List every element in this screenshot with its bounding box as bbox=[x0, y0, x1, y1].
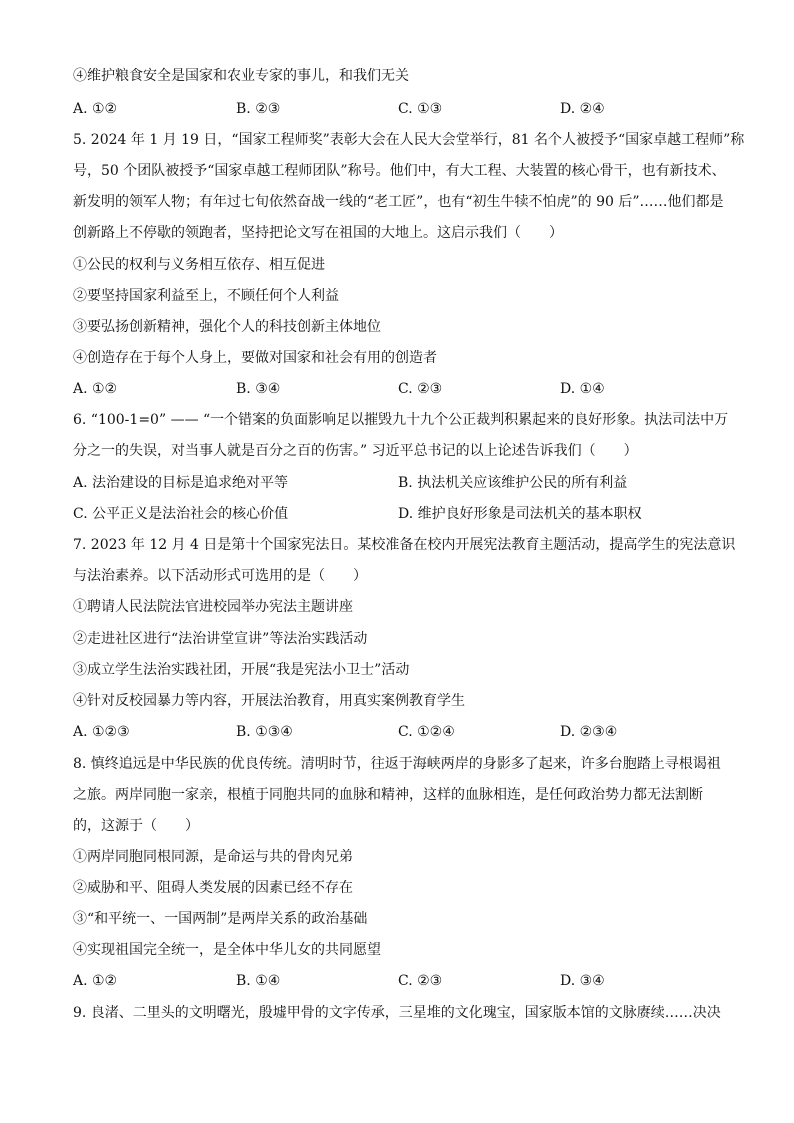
q5-item-2: ②要坚持国家利益至上，不顾任何个人利益 bbox=[73, 288, 339, 304]
q8-item-4: ④实现祖国完全统一，是全体中华儿女的共同愿望 bbox=[73, 942, 381, 958]
q4-option-b[interactable]: B. ②③ bbox=[236, 101, 281, 117]
q8-stem-line-2: 之旅。两岸同胞一家亲，根植于同胞共同的血脉和精神，这样的血脉相连，是任何政治势力都无法割断 bbox=[73, 787, 703, 803]
q5-option-c[interactable]: C. ②③ bbox=[398, 381, 443, 397]
q8-option-a[interactable]: A. ①② bbox=[73, 973, 118, 989]
q8-option-d[interactable]: D. ③④ bbox=[560, 973, 605, 989]
q4-option-d[interactable]: D. ②④ bbox=[560, 101, 605, 117]
q6-option-a[interactable]: A. 法治建设的目标是追求绝对平等 bbox=[73, 475, 289, 491]
q8-option-c[interactable]: C. ②③ bbox=[398, 973, 443, 989]
q5-item-1: ①公民的权利与义务相互依存、相互促进 bbox=[73, 257, 325, 273]
q8-stem-line-3: 的，这源于（ ） bbox=[73, 818, 199, 834]
q5-item-4: ④创造存在于每个人身上，要做对国家和社会有用的创造者 bbox=[73, 350, 437, 366]
q7-item-2: ②走进社区进行“法治讲堂宣讲”等法治实践活动 bbox=[73, 631, 368, 647]
q7-option-c[interactable]: C. ①②④ bbox=[398, 724, 455, 740]
q7-item-1: ①聘请人民法院法官进校园举办宪法主题讲座 bbox=[73, 599, 353, 615]
q7-stem-line-1: 7. 2023 年 12 月 4 日是第十个国家宪法日。某校准备在校内开展宪法教育主题活动，提高学生的宪法意识 bbox=[73, 537, 736, 553]
q6-option-d[interactable]: D. 维护良好形象是司法机关的基本职权 bbox=[398, 506, 642, 522]
q6-options-row-1 bbox=[73, 474, 723, 492]
q5-option-d[interactable]: D. ①④ bbox=[560, 381, 605, 397]
q4-item-4: ④维护粮食安全是国家和农业专家的事儿，和我们无关 bbox=[73, 68, 409, 84]
q7-option-d[interactable]: D. ②③④ bbox=[560, 724, 618, 740]
q5-option-a[interactable]: A. ①② bbox=[73, 381, 118, 397]
q4-options bbox=[73, 100, 723, 118]
q6-stem-line-2: 分之一的失误，对当事人就是百分之百的伤害。” 习近平总书记的以上论述告诉我们（ ） bbox=[73, 443, 638, 459]
q6-options-row-2 bbox=[73, 505, 723, 523]
q4-option-c[interactable]: C. ①③ bbox=[398, 101, 443, 117]
q7-options bbox=[73, 723, 723, 741]
q7-item-4: ④针对反校园暴力等内容，开展法治教育，用真实案例教育学生 bbox=[73, 693, 465, 709]
q8-stem-line-1: 8. 慎终追远是中华民族的优良传统。清明时节，往返于海峡两岸的身影多了起来，许多台胞踏上寻根谒祖 bbox=[73, 756, 721, 772]
q8-item-2: ②威胁和平、阻碍人类发展的因素已经不存在 bbox=[73, 880, 353, 896]
q4-option-a[interactable]: A. ①② bbox=[73, 101, 118, 117]
q5-option-b[interactable]: B. ③④ bbox=[236, 381, 281, 397]
q8-option-b[interactable]: B. ①④ bbox=[236, 973, 281, 989]
q7-stem-line-2: 与法治素养。以下活动形式可选用的是（ ） bbox=[73, 568, 367, 584]
q8-item-1: ①两岸同胞同根同源，是命运与共的骨肉兄弟 bbox=[73, 849, 353, 865]
q9-stem-line-1: 9. 良渚、二里头的文明曙光，殷墟甲骨的文字传承，三星堆的文化瑰宝，国家版本馆的文脉赓续……决决 bbox=[73, 1005, 721, 1021]
q6-option-b[interactable]: B. 执法机关应该维护公民的所有利益 bbox=[398, 475, 628, 491]
q6-stem-line-1: 6. “100-1=0” —— “一个错案的负面影响足以摧毁九十九个公正裁判积累起来的良好形象。执法司法中万 bbox=[73, 412, 729, 428]
q7-item-3: ③成立学生法治实践社团，开展“我是宪法小卫士”活动 bbox=[73, 662, 410, 678]
q5-stem-line-1: 5. 2024 年 1 月 19 日，“国家工程师奖”表彰大会在人民大会堂举行，81 名个人被授予“国家卓越工程师”称 bbox=[73, 132, 745, 148]
q7-option-b[interactable]: B. ①③④ bbox=[236, 724, 293, 740]
q5-options bbox=[73, 380, 723, 398]
q5-stem-line-3: 新发明的领军人物；有年过七旬依然奋战一线的“老工匠”，也有“初生牛犊不怕虎”的 90 后”……他们都是 bbox=[73, 194, 724, 210]
q8-options bbox=[73, 972, 723, 990]
q5-stem-line-2: 号，50 个团队被授予“国家卓越工程师团队”称号。他们中，有大工程、大装置的核心骨干，也有新技术、 bbox=[73, 163, 726, 179]
q5-item-3: ③要弘扬创新精神，强化个人的科技创新主体地位 bbox=[73, 319, 381, 335]
q5-stem-line-4: 创新路上不停歇的领跑者，坚持把论文写在祖国的大地上。这启示我们（ ） bbox=[73, 225, 563, 241]
q8-item-3: ③“和平统一、一国两制”是两岸关系的政治基础 bbox=[73, 911, 368, 927]
q7-option-a[interactable]: A. ①②③ bbox=[73, 724, 130, 740]
q6-option-c[interactable]: C. 公平正义是法治社会的核心价值 bbox=[73, 506, 289, 522]
